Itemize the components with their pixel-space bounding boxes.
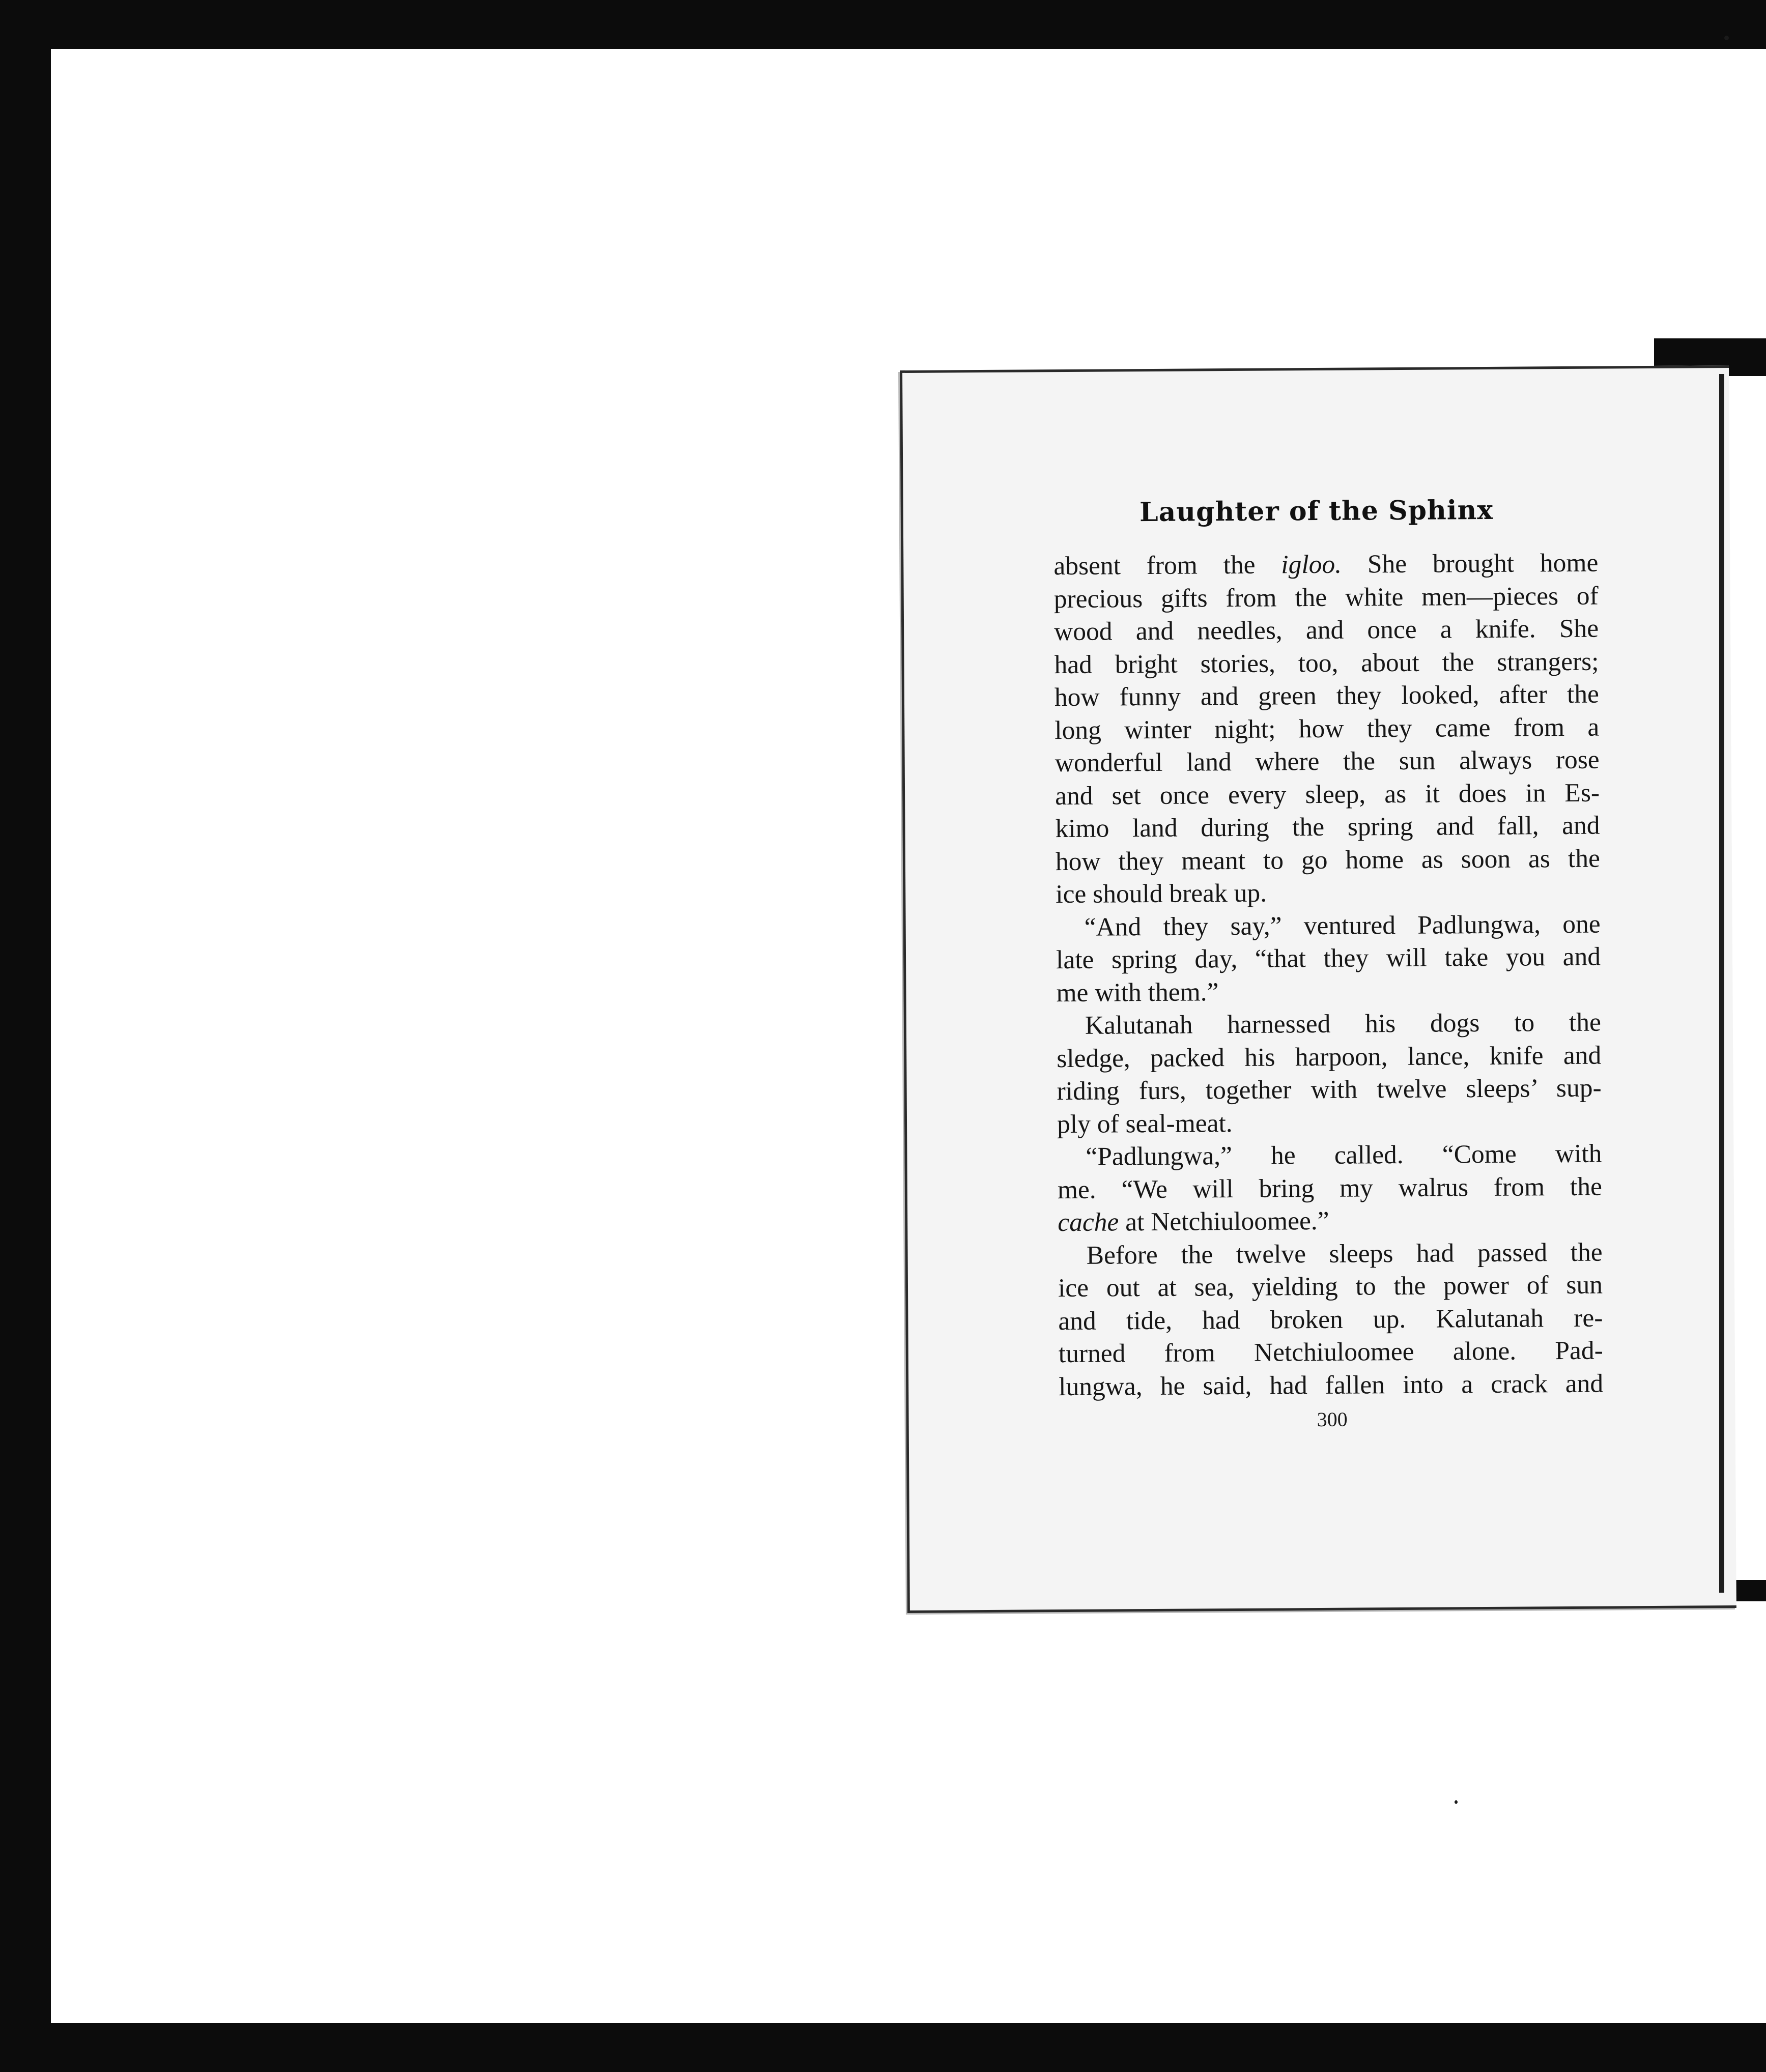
running-head: Laughter of the Sphinx bbox=[1139, 494, 1494, 528]
text-line: me. “We will bring my walrus from the bbox=[1057, 1172, 1602, 1204]
scan-speck bbox=[1455, 1800, 1458, 1804]
text-line: ice should break up. bbox=[1056, 878, 1267, 909]
text-line: and set once every sleep, as it does in Es- bbox=[1055, 778, 1600, 811]
text-line: late spring day, “that they will take you and bbox=[1056, 942, 1601, 975]
page-number: 300 bbox=[1317, 1407, 1348, 1431]
text-line: wonderful land where the sun always rose bbox=[1055, 745, 1600, 778]
text-line: lungwa, he said, had fallen into a crack and bbox=[1059, 1369, 1604, 1401]
scan-frame-bottom bbox=[0, 2023, 1766, 2072]
text-line: ice out at sea, yielding to the power of sun bbox=[1058, 1270, 1603, 1303]
text-line: me with them.” bbox=[1056, 977, 1219, 1008]
text-line: “Padlungwa,” he called. “Come with bbox=[1086, 1139, 1602, 1171]
text-line: Kalutanah harnessed his dogs to the bbox=[1085, 1008, 1602, 1040]
text-line: kimo land during the spring and fall, and bbox=[1055, 811, 1600, 844]
text-line: absent from the igloo. She brought home bbox=[1053, 548, 1599, 581]
text-line: riding furs, together with twelve sleeps’ sup- bbox=[1057, 1073, 1602, 1106]
book-page bbox=[900, 365, 1736, 1613]
scan-frame-left bbox=[0, 0, 51, 2072]
text-line: wood and needles, and once a knife. She bbox=[1053, 614, 1599, 647]
text-line: Before the twelve sleeps had passed the bbox=[1086, 1238, 1603, 1270]
text-line: cache at Netchiuloomee.” bbox=[1058, 1206, 1329, 1238]
text-line: had bright stories, too, about the strangers; bbox=[1054, 647, 1599, 679]
body-text bbox=[1053, 547, 1603, 1404]
text-line: how funny and green they looked, after the bbox=[1054, 679, 1600, 712]
text-line: precious gifts from the white men—pieces of bbox=[1053, 581, 1599, 614]
text-line: how they meant to go home as soon as the bbox=[1055, 844, 1601, 876]
text-line: long winter night; how they came from a bbox=[1055, 712, 1600, 745]
scan-speck bbox=[1724, 36, 1729, 40]
text-line: “And they say,” ventured Padlungwa, one bbox=[1084, 909, 1601, 942]
text-line: turned from Netchiuloomee alone. Pad- bbox=[1058, 1336, 1603, 1369]
text-line: ply of seal-meat. bbox=[1057, 1108, 1233, 1139]
page-edge bbox=[1719, 374, 1724, 1593]
text-line: and tide, had broken up. Kalutanah re- bbox=[1058, 1303, 1603, 1336]
scan-frame-top bbox=[0, 0, 1766, 49]
text-line: sledge, packed his harpoon, lance, knife and bbox=[1057, 1041, 1602, 1073]
